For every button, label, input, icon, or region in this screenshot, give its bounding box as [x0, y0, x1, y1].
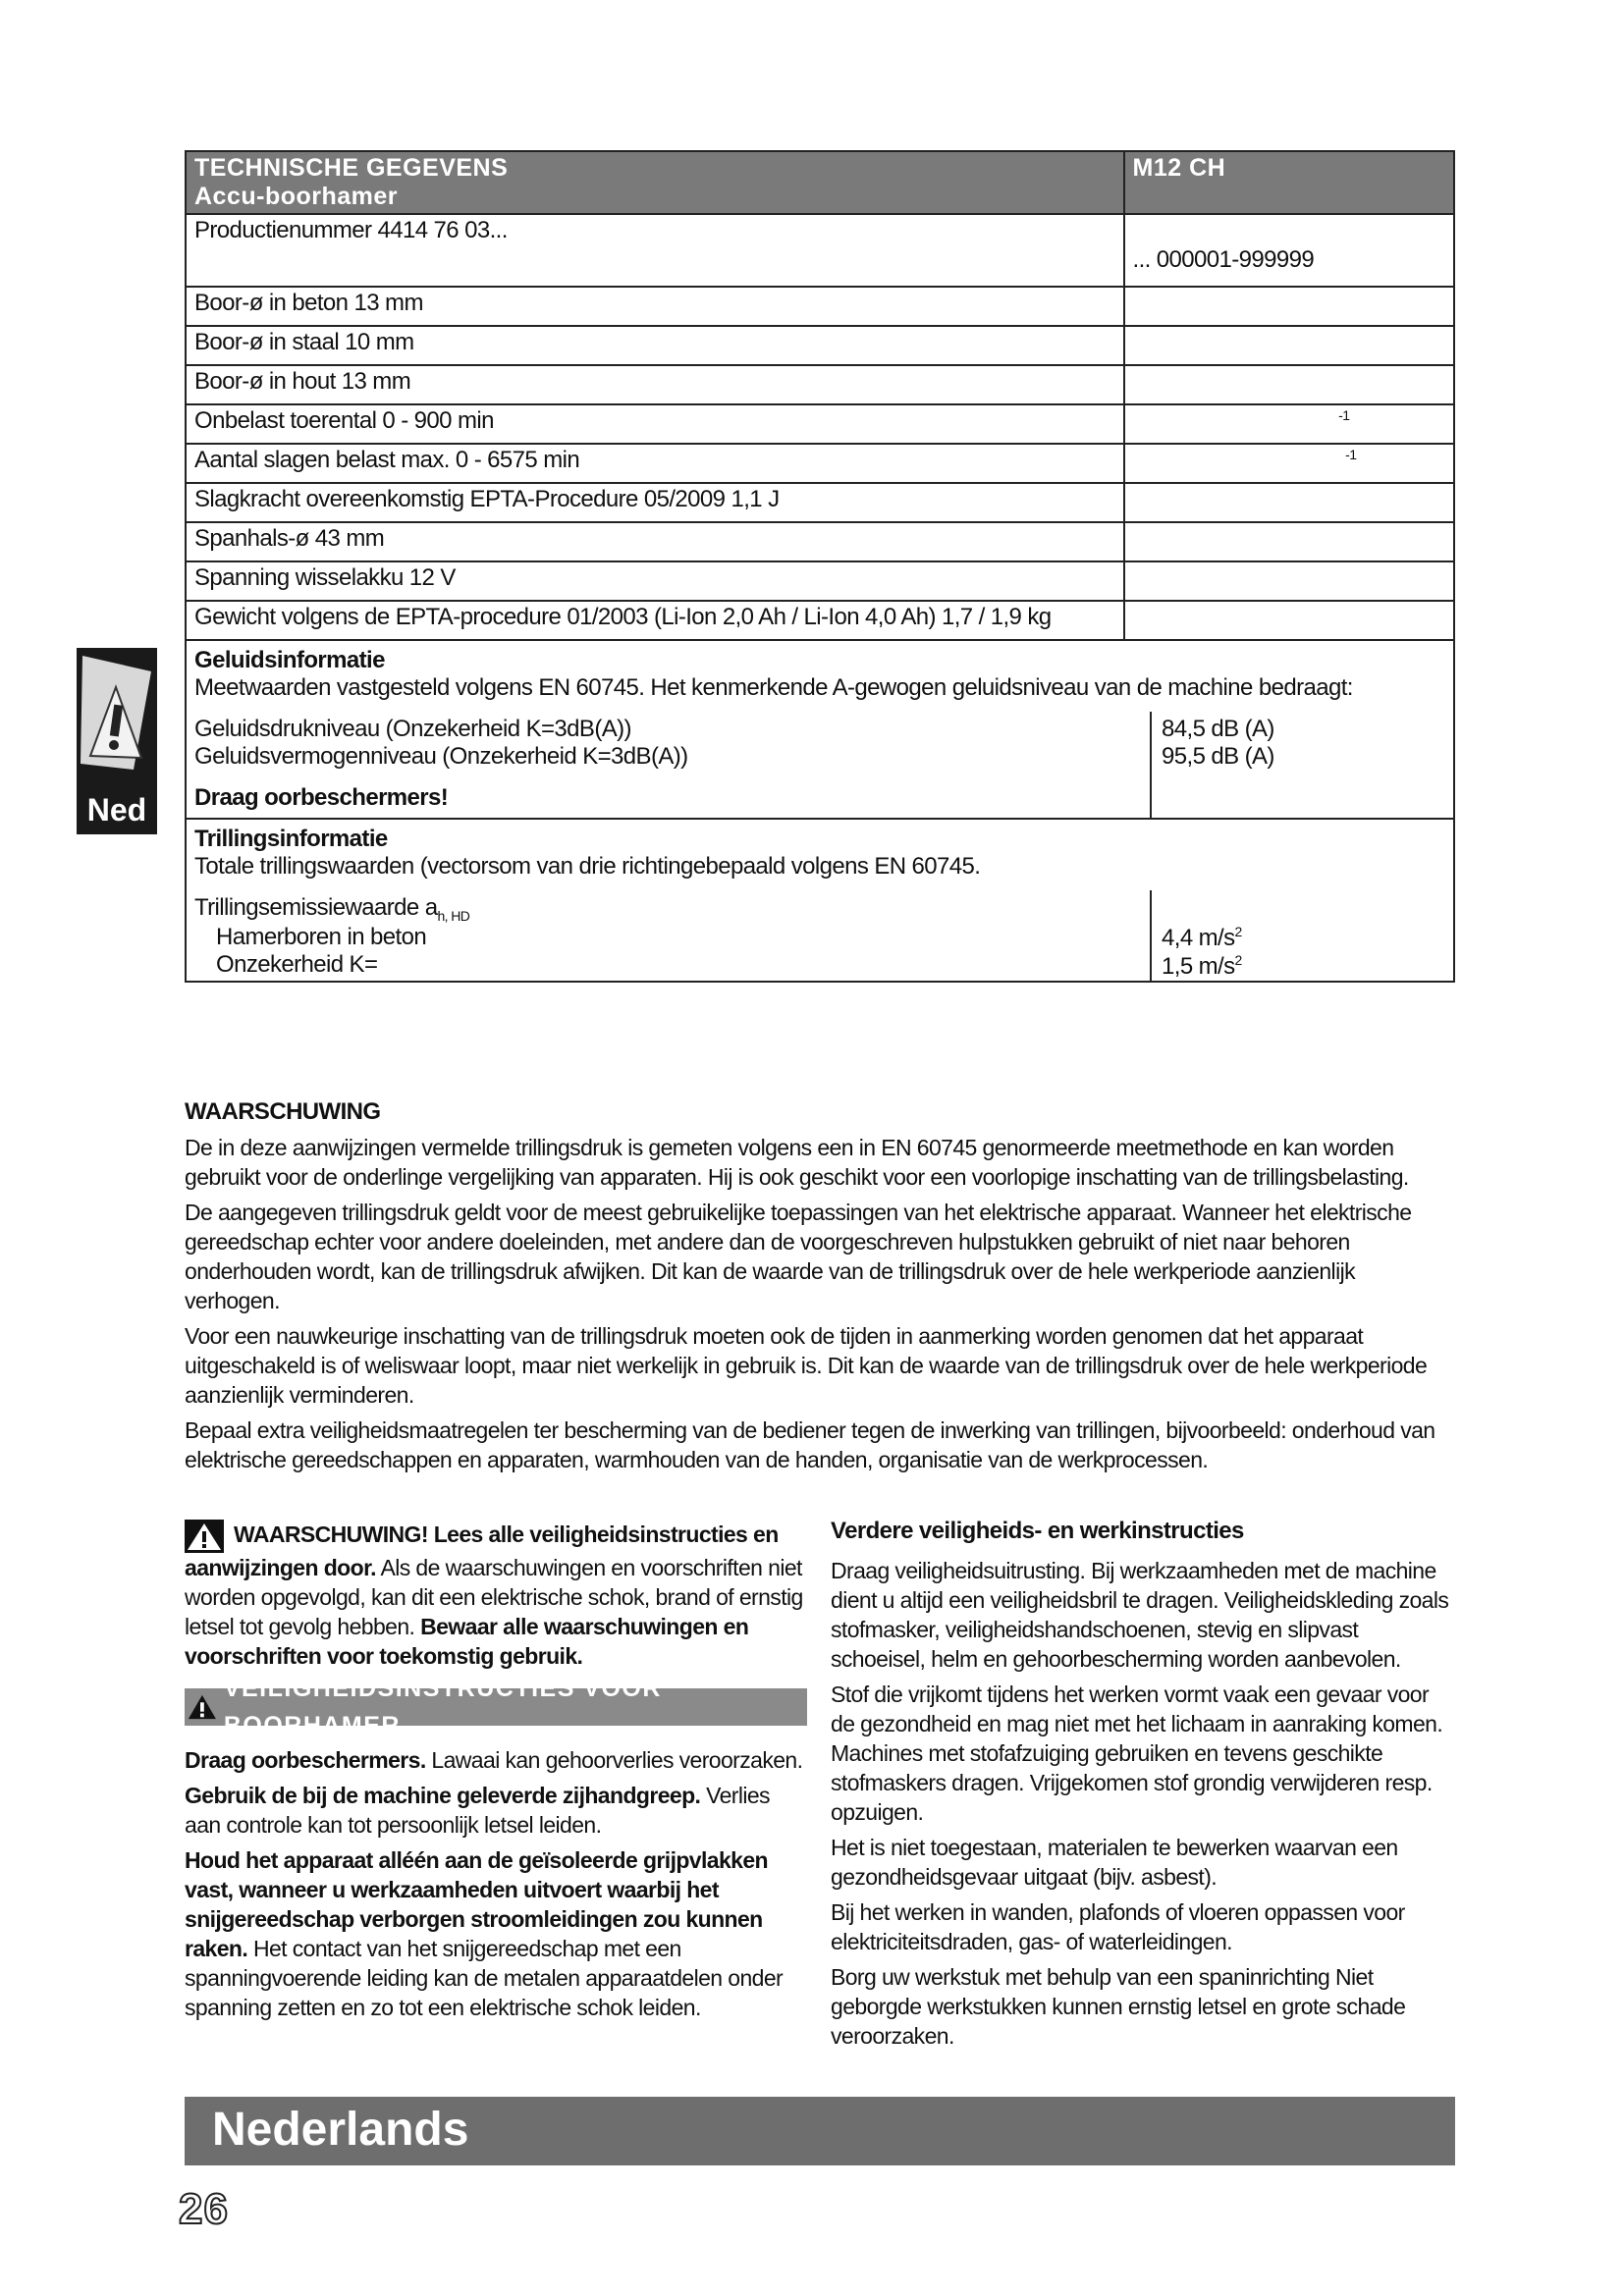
- spec-row: Gewicht volgens de EPTA-procedure 01/2003 (Li-Ion 2,0 Ah / Li-Ion 4,0 Ah) 1,7 / 1,9 kg: [186, 601, 1124, 640]
- emission-label: [194, 894, 1142, 924]
- spec-row: Slagkracht overeenkomstig EPTA-Procedure 05/2009 1,1 J: [186, 483, 1124, 522]
- spec-row: Spanhals-ø 43 mm: [186, 522, 1124, 561]
- hammer-label: Hamerboren in beton: [216, 923, 427, 950]
- side-icon-box: [77, 648, 157, 785]
- warning-paragraph: De aangegeven trillingsdruk geldt voor de meest gebruikelijke toepassingen van het elektrische apparaat. Wanneer het elektrische gereedschap echter voor andere doeleinden, met andere dan de voorgeschreven hulpstukken gebruikt of niet naar behoren onderhouden wordt, kan de trillingsdruk afwijken. Dit kan de waarde van de trillingsdruk over de hele werkperiode aanzienlijk verhogen.: [185, 1200, 1412, 1313]
- emission-label-text: Trillingsemissiewaarde a: [194, 894, 438, 921]
- noise-pressure-value: 84,5 dB (A): [1162, 716, 1274, 742]
- production-value-text: ... 000001-999999: [1132, 246, 1315, 273]
- safety-item-bold: Houd het apparaat alléén aan de geïsoleerde grijpvlakken vast, wanneer u werkzaamheden uitvoert waarbij het snijgereedschap verborgen stroomleidingen zou kunnen raken.: [185, 1847, 769, 1961]
- safety-item-bold: Gebruik de bij de machine geleverde zijhandgreep.: [185, 1783, 701, 1808]
- noise-title: Geluidsinformatie: [194, 647, 385, 673]
- safety-item-bold: Draag oorbeschermers.: [185, 1747, 426, 1773]
- spec-value: [1124, 444, 1454, 483]
- safety-item-text: Lawaai kan gehoorverlies veroorzaken.: [425, 1747, 803, 1773]
- unit-exponent: -1: [1345, 447, 1357, 462]
- technical-data-table: [185, 150, 1455, 983]
- spec-value: [1124, 601, 1454, 640]
- safety-instructions-heading: [185, 1675, 807, 1739]
- spec-value: [1124, 365, 1454, 404]
- spec-row: Spanning wisselakku 12 V: [186, 561, 1124, 601]
- language-side-tab: [77, 648, 157, 834]
- spec-value: [1124, 326, 1454, 365]
- safety-item-text: Het contact van het snijgereedschap met een spanningvoerende leiding kan de metalen apparaatdelen onder spanning zetten en zo tot een elektrische schok leiden.: [185, 1936, 784, 2020]
- instruction-paragraph: Bij het werken in wanden, plafonds of vloeren oppassen voor elektriciteitsdraden, gas- of waterleidingen.: [831, 1899, 1405, 1954]
- spec-value: [1124, 404, 1454, 444]
- warning-exclamation-icon: [77, 648, 157, 785]
- further-instructions-title: Verdere veiligheids- en werkinstructies: [831, 1518, 1244, 1544]
- safety-item: [185, 1781, 807, 1840]
- warning-keep-text: Bewaar alle waarschuwingen en voorschriften voor toekomstig gebruik.: [185, 1614, 749, 1669]
- spec-value: [1124, 287, 1454, 326]
- warning-text: Als de waarschuwingen en voorschriften niet worden opgevolgd, kan dit een elektrische schok, brand of ernstig letsel tot gevolg hebben.: [185, 1555, 803, 1639]
- vibration-title: Trillingsinformatie: [194, 826, 388, 852]
- production-number-label: Productienummer 4414 76 03...: [186, 214, 1124, 287]
- uncertainty-label: Onzekerheid K=: [216, 950, 378, 978]
- spec-row: Aantal slagen belast max. 0 - 6575 min: [186, 444, 1124, 483]
- instruction-paragraph: Draag veiligheidsuitrusting. Bij werkzaamheden met de machine dient u altijd een veiligheidsbril te dragen. Veiligheidskleding zoals stofmasker, veiligheidshandschoenen, stevig en slipvast schoeisel, helm en gehoorbescherming worden aanbevolen.: [831, 1558, 1449, 1672]
- safety-item-text: Verlies aan controle kan tot persoonlijk letsel leiden.: [185, 1783, 770, 1838]
- unit-exponent: -1: [1338, 407, 1350, 423]
- warning-paragraph: De in deze aanwijzingen vermelde trillingsdruk is gemeten volgens een in EN 60745 genormeerde meetmethode en kan worden gebruikt voor de onderlinge vergelijking van apparaten. Hij is ook geschikt voor een voorlopige inschatting van de trillingsbelasting.: [185, 1135, 1409, 1190]
- noise-power-label: Geluidsvermogenniveau (Onzekerheid K=3dB(A)): [194, 743, 688, 770]
- production-number-value: [1124, 214, 1454, 287]
- instruction-paragraph: Borg uw werkstuk met behulp van een spaninrichting Niet geborgde werkstukken kunnen ernstig letsel en grote schade veroorzaken.: [831, 1964, 1406, 2049]
- table-header-right: M12 CH: [1124, 151, 1454, 214]
- noise-power-value: 95,5 dB (A): [1162, 743, 1274, 770]
- spec-row: Boor-ø in hout 13 mm: [186, 365, 1124, 404]
- warning-triangle-icon: [187, 1692, 218, 1722]
- squared-sup: 2: [1234, 924, 1242, 939]
- ear-protection-note: Draag oorbeschermers!: [194, 784, 449, 811]
- vibration-intro: Totale trillingswaarden (vectorsom van drie richtingebepaald volgens EN 60745.: [194, 853, 981, 880]
- footer-title: Nederlands: [212, 2104, 469, 2156]
- warning-triangle-icon: [185, 1520, 224, 1553]
- general-safety-warning: [185, 1520, 807, 1671]
- spec-value: [1124, 522, 1454, 561]
- page-number: 26: [179, 2185, 229, 2233]
- right-column: [831, 1517, 1455, 2056]
- spec-value: [1124, 483, 1454, 522]
- side-tab-label: Ned: [77, 785, 157, 834]
- left-column: [185, 1520, 807, 2028]
- noise-section: [186, 640, 1454, 819]
- uncert-value-text: 1,5 m/s: [1162, 953, 1235, 980]
- spec-row: Boor-ø in staal 10 mm: [186, 326, 1124, 365]
- header-subtitle: Accu-boorhamer: [194, 183, 399, 210]
- hammer-value-text: 4,4 m/s: [1162, 925, 1235, 951]
- footer-language-bar: [185, 2097, 1455, 2165]
- warning-paragraph: Bepaal extra veiligheidsmaatregelen ter bescherming van de bediener tegen de inwerking van trillingen, bijvoorbeeld: onderhoud van elektrische gereedschappen en apparaten, warmhouden van de handen, organisatie van de werkprocessen.: [185, 1417, 1435, 1472]
- noise-intro: Meetwaarden vastgesteld volgens EN 60745. Het kenmerkende A-gewogen geluidsniveau van de machine bedraagt:: [194, 674, 1353, 701]
- header-title: TECHNISCHE GEGEVENS: [194, 154, 509, 182]
- spec-value: [1124, 561, 1454, 601]
- spec-row: Boor-ø in beton 13 mm: [186, 287, 1124, 326]
- squared-sup: 2: [1234, 952, 1242, 968]
- table-header-left: [186, 151, 1124, 214]
- warning-bold-text: WAARSCHUWING! Lees alle veiligheidsinstructies en aanwijzingen door.: [185, 1522, 779, 1580]
- uncertainty-value: [1162, 952, 1453, 981]
- safety-item: [185, 1845, 807, 2022]
- instruction-paragraph: Het is niet toegestaan, materialen te bewerken waarvan een gezondheidsgevaar uitgaat (bijv. asbest).: [831, 1835, 1398, 1890]
- instruction-paragraph: Stof die vrijkomt tijdens het werken vormt vaak een gevaar voor de gezondheid en mag niet met het lichaam in aanraking komen. Machines met stofafzuiging gebruiken en tevens geschikte stofmaskers dragen. Vrijgekomen stof grondig verwijderen resp. opzuigen.: [831, 1682, 1443, 1825]
- safety-item: [185, 1745, 807, 1775]
- warning-paragraph: Voor een nauwkeurige inschatting van de trillingsdruk moeten ook de tijden in aanmerking worden genomen dat het apparaat uitgeschakeld is of weliswaar loopt, maar niet werkelijk in gebruik is. Dit kan de waarde van de trillingsdruk over de hele werkperiode aanzienlijk verminderen.: [185, 1323, 1428, 1408]
- vibration-warning-block: [185, 1097, 1455, 1480]
- safety-heading-text: VEILIGHEIDSINSTRUCTIES VOOR BOORHAMER: [223, 1675, 662, 1739]
- emission-subscript: h, HD: [437, 907, 470, 924]
- noise-pressure-label: Geluidsdrukniveau (Onzekerheid K=3dB(A)): [194, 716, 631, 742]
- spec-row: Onbelast toerental 0 - 900 min: [186, 404, 1124, 444]
- warning-title: WAARSCHUWING: [185, 1098, 381, 1125]
- hammer-value: [1162, 924, 1453, 952]
- vibration-section: [186, 819, 1454, 982]
